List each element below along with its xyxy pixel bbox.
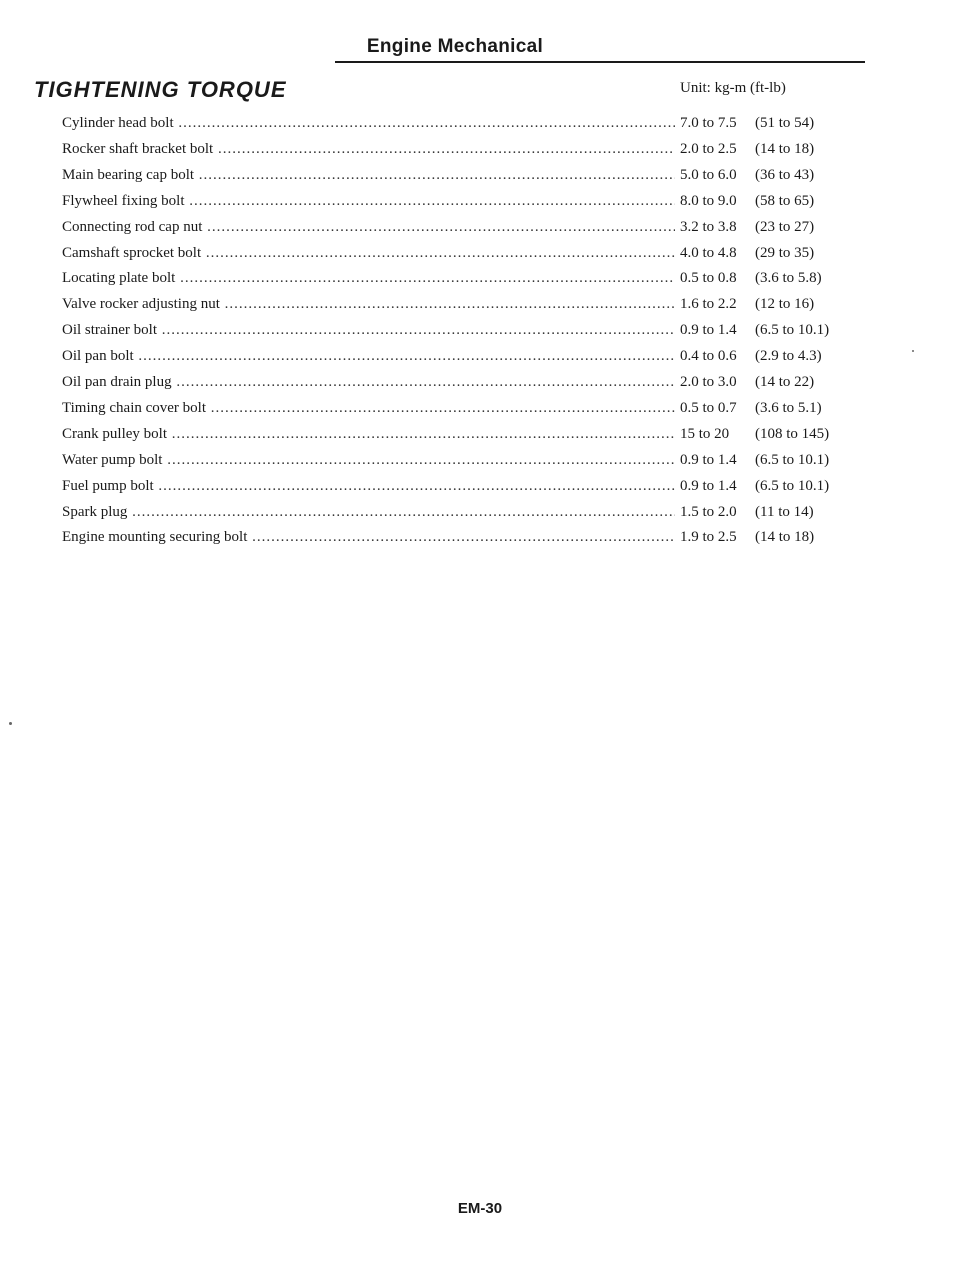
torque-ftlb: (12 to 16) [755, 296, 815, 313]
torque-ftlb: (51 to 54) [755, 115, 815, 131]
torque-kgm: 0.5 to 0.8 [678, 268, 754, 288]
table-row [0, 424, 960, 444]
table-row [0, 476, 960, 496]
torque-ftlb: (6.5 to 10.1) [755, 451, 830, 468]
torque-ftlb: (29 to 35) [755, 244, 815, 261]
torque-ftlb: (14 to 18) [755, 140, 815, 157]
table-row [0, 346, 960, 366]
torque-kgm: 4.0 to 4.8 [678, 243, 754, 263]
torque-kgm: 0.4 to 0.6 [678, 346, 754, 366]
table-row [0, 139, 960, 159]
torque-ftlb: (108 to 145) [755, 425, 830, 442]
header-rule [335, 61, 865, 63]
page-header-title: Engine Mechanical [366, 36, 544, 57]
torque-kgm: 2.0 to 2.5 [678, 139, 754, 159]
table-row [0, 165, 960, 185]
scan-speck [912, 350, 914, 352]
torque-ftlb: (14 to 22) [755, 374, 815, 390]
part-name: Locating plate bolt ..... [62, 268, 675, 288]
torque-ftlb: (3.6 to 5.1) [755, 399, 822, 416]
table-row [0, 294, 960, 314]
part-name: Oil pan drain plug ..... [62, 372, 675, 392]
part-name: Fuel pump bolt ..... [62, 476, 675, 496]
part-name: Valve rocker adjusting nut ..... [62, 294, 675, 314]
torque-ftlb: (6.5 to 10.1) [755, 477, 830, 494]
table-row [0, 372, 960, 392]
torque-kgm: 0.9 to 1.4 [678, 476, 754, 496]
table-row [0, 268, 960, 288]
torque-kgm: 5.0 to 6.0 [678, 165, 754, 185]
table-row [0, 217, 960, 237]
scan-speck [9, 722, 12, 725]
part-name: Crank pulley bolt ..... [62, 424, 675, 444]
part-name: Camshaft sprocket bolt ..... [62, 243, 675, 263]
part-name: Water pump bolt ..... [62, 450, 675, 470]
part-name: Spark plug ..... [62, 502, 675, 522]
torque-kgm: 1.6 to 2.2 [678, 294, 754, 314]
torque-ftlb: (2.9 to 4.3) [755, 348, 822, 365]
table-row [0, 320, 960, 340]
table-row [0, 450, 960, 470]
torque-kgm: 0.9 to 1.4 [678, 450, 754, 470]
page-number: EM-30 [457, 1200, 503, 1217]
torque-kgm: 7.0 to 7.5 [678, 113, 754, 133]
unit-label: Unit: kg-m (ft-lb) [680, 80, 786, 96]
torque-kgm: 1.5 to 2.0 [678, 502, 754, 522]
part-name: Oil pan bolt ..... [62, 346, 675, 366]
table-row [0, 398, 960, 418]
torque-kgm: 0.9 to 1.4 [678, 320, 754, 340]
torque-ftlb: (11 to 14) [755, 503, 814, 520]
table-row [0, 113, 960, 133]
part-name: Main bearing cap bolt ..... [62, 165, 675, 185]
part-name: Rocker shaft bracket bolt ..... [62, 139, 675, 159]
torque-ftlb: (58 to 65) [755, 192, 815, 209]
part-name: Connecting rod cap nut ..... [62, 217, 675, 237]
part-name: Engine mounting securing bolt ..... [62, 527, 675, 547]
table-row [0, 502, 960, 522]
torque-kgm: 3.2 to 3.8 [678, 217, 754, 237]
torque-ftlb: (3.6 to 5.8) [755, 270, 822, 287]
part-name: Timing chain cover bolt ..... [62, 398, 675, 418]
torque-kgm: 0.5 to 0.7 [678, 398, 754, 418]
torque-ftlb: (23 to 27) [755, 218, 815, 235]
torque-ftlb: (14 to 18) [755, 529, 815, 546]
part-name: Cylinder head bolt ..... [62, 113, 675, 133]
torque-kgm: 2.0 to 3.0 [678, 372, 754, 392]
table-row [0, 527, 960, 547]
table-row [0, 243, 960, 263]
part-name: Oil strainer bolt ..... [62, 320, 675, 340]
torque-ftlb: (36 to 43) [755, 166, 815, 183]
section-title: TIGHTENING TORQUE [34, 77, 287, 102]
torque-kgm: 8.0 to 9.0 [678, 191, 754, 211]
torque-kgm: 15 to 20 [678, 424, 754, 444]
part-name: Flywheel fixing bolt ..... [62, 191, 675, 211]
table-row [0, 191, 960, 211]
torque-ftlb: (6.5 to 10.1) [755, 322, 830, 339]
torque-kgm: 1.9 to 2.5 [678, 527, 754, 547]
